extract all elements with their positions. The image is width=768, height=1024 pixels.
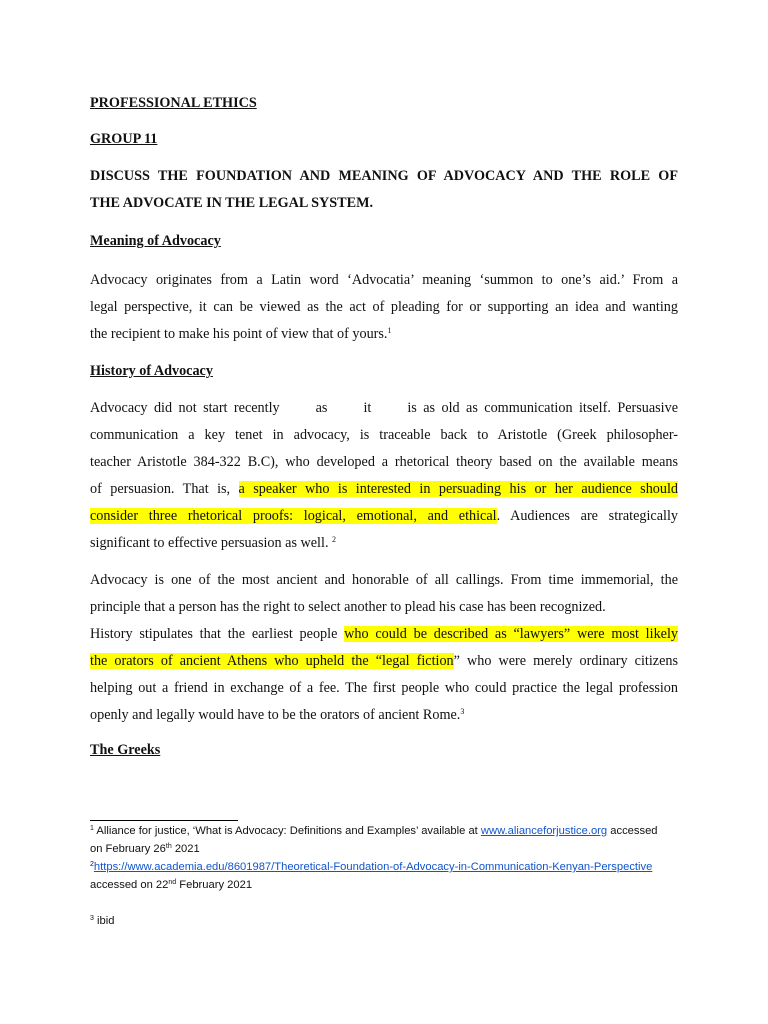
greeks-heading: The Greeks <box>90 742 161 758</box>
highlighted-text: the orators of ancient Athens who upheld the “legal fiction <box>90 653 454 669</box>
highlighted-text: consider three rhetorical proofs: logical, emotional, and ethical <box>90 508 497 524</box>
footnote-ref-3[interactable]: 3 <box>460 707 465 716</box>
history-p2-line-2: principle that a person has the right to select another to plead his case has been recognized. <box>90 599 606 615</box>
meaning-line-3 <box>90 326 391 343</box>
meaning-line-3-text: the recipient to make his point of view that of yours. <box>90 326 388 342</box>
history-p2-line-5: helping out a friend in exchange of a fee. The first people who could practice the legal profession <box>90 680 678 696</box>
history-p1-line-6: significant to effective persuasion as well. $^2$ <box>90 535 337 551</box>
footnote-3: $^3$ ibid <box>90 915 115 927</box>
footnote-2-link[interactable]: https://www.academia.edu/8601987/Theoretical-Foundation-of-Advocacy-in-Communication-Kenyan-Perspective <box>93 861 653 873</box>
question-line-2: THE ADVOCATE IN THE LEGAL SYSTEM. <box>90 195 374 211</box>
history-p1-line-5: consider three rhetorical proofs: logical, emotional, and ethical. Audiences are strategically <box>90 508 679 524</box>
footnote-ref-2[interactable]: 2 <box>332 535 337 544</box>
history-p2-line-3: History stipulates that the earliest people who could be described as “lawyers” were most likely <box>90 626 678 642</box>
document-title: PROFESSIONAL ETHICS <box>90 95 257 111</box>
footnote-2-line-2: accessed on 22nd February 2021 <box>90 879 253 891</box>
footnote-ref-1[interactable]: 1 <box>387 326 392 335</box>
footnote-separator <box>90 820 238 821</box>
history-p1-line-2: communication a key tenet in advocacy, is traceable back to Aristotle (Greek philosopher- <box>90 427 678 443</box>
history-p2-line-4: the orators of ancient Athens who upheld the “legal fiction” who were merely ordinary citizens <box>90 653 678 669</box>
history-p1-line-4: of persuasion. That is, a speaker who is interested in persuading his or her audience should <box>90 481 679 497</box>
footnote-1-line-1: $^1$ Alliance for justice, ‘What is Advocacy: Definitions and Examples’ available at www.alianceforjustice.org accessed <box>90 825 658 837</box>
history-p1-line-3: teacher Aristotle 384-322 B.C), who developed a rhetorical theory based on the available means <box>90 454 678 470</box>
group-label: GROUP 11 <box>90 131 158 147</box>
question-line-1: DISCUSS THE FOUNDATION AND MEANING OF ADVOCACY AND THE ROLE OF <box>90 168 678 184</box>
footnote-1-link[interactable]: www.alianceforjustice.org <box>480 825 608 837</box>
highlighted-text: a speaker who is interested in persuading his or her audience should <box>238 481 679 497</box>
history-p2-line-1: Advocacy is one of the most ancient and honorable of all callings. From time immemorial, the <box>90 572 678 588</box>
history-heading: History of Advocacy <box>90 363 213 379</box>
meaning-line-2: legal perspective, it can be viewed as the act of pleading for or supporting an idea and wanting <box>90 299 678 315</box>
meaning-heading: Meaning of Advocacy <box>90 233 221 249</box>
footnote-2-line-1: $^2$https://www.academia.edu/8601987/Theoretical-Foundation-of-Advocacy-in-Communication-Kenyan-Perspective <box>90 861 653 873</box>
meaning-line-1: Advocacy originates from a Latin word ‘Advocatia’ meaning ‘summon to one’s aid.’ From a <box>90 272 678 288</box>
history-p2-line-6: openly and legally would have to be the orators of ancient Rome.$^3$ <box>90 707 465 723</box>
footnote-1-line-2: on February 26th 2021 <box>90 843 200 855</box>
highlighted-text: who could be described as “lawyers” were most likely <box>344 626 678 642</box>
history-p1-line-1: Advocacy did not start recently as it is as old as communication itself. Persuasive <box>90 400 678 416</box>
